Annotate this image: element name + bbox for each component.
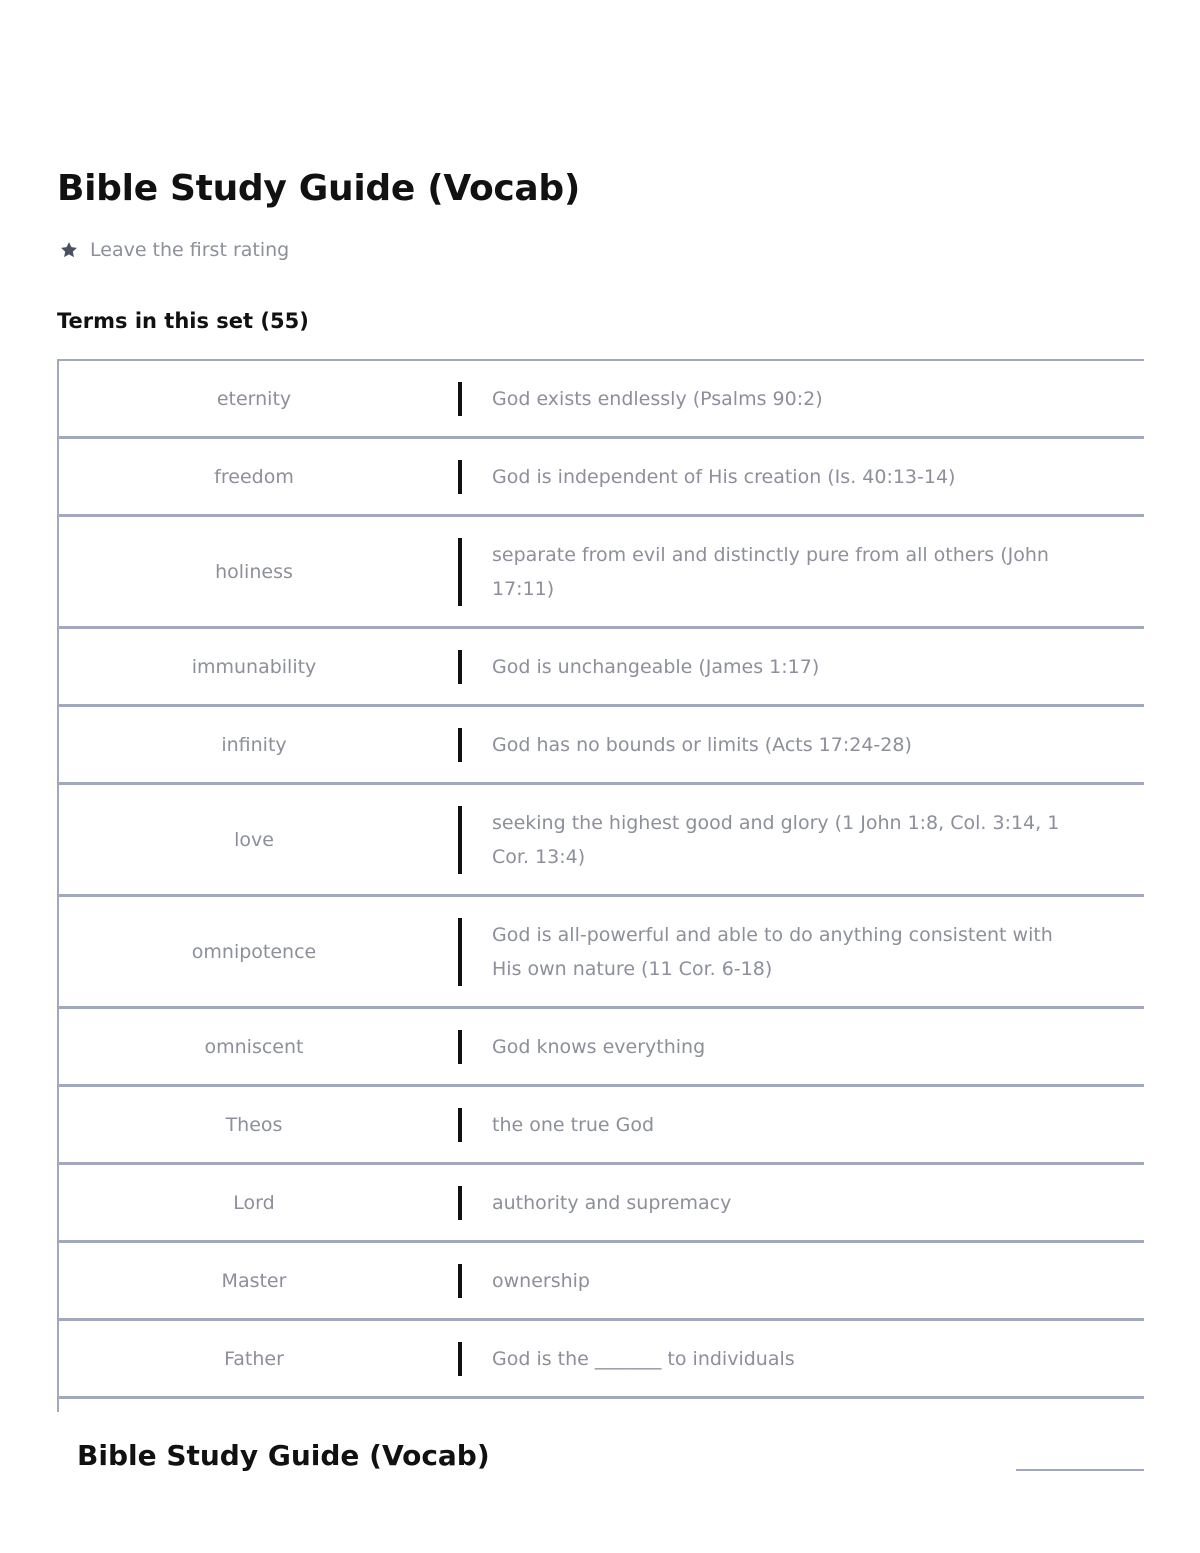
term-row-infinity	[59, 707, 1144, 785]
definition-text: God knows everything	[492, 1035, 706, 1058]
definition-text: God is the _______ to individuals	[492, 1347, 795, 1370]
term-divider	[458, 1030, 462, 1064]
term-divider	[458, 382, 462, 416]
term-row-holiness	[59, 517, 1144, 629]
term-text: Lord	[233, 1191, 275, 1214]
terms-heading: Terms in this set (55)	[57, 309, 309, 333]
term-divider	[458, 728, 462, 762]
term-text: freedom	[214, 465, 294, 488]
definition-text: God is unchangeable (James 1:17)	[492, 655, 820, 678]
definition-text: separate from evil and distinctly pure from all others (John 17:11)	[492, 543, 1049, 600]
term-row-lord	[59, 1165, 1144, 1243]
footer-title: Bible Study Guide (Vocab)	[77, 1439, 490, 1472]
rating-text[interactable]: Leave the first rating	[90, 239, 290, 261]
term-text: Theos	[225, 1113, 283, 1136]
term-divider	[458, 538, 462, 606]
star-icon	[59, 240, 79, 260]
term-divider	[458, 1264, 462, 1298]
definition-text: ownership	[492, 1269, 590, 1292]
term-text: Father	[224, 1347, 284, 1370]
definition-text: God exists endlessly (Psalms 90:2)	[492, 387, 823, 410]
term-divider	[458, 1108, 462, 1142]
term-row-father	[59, 1321, 1144, 1399]
page-title: Bible Study Guide (Vocab)	[57, 168, 581, 209]
definition-text: seeking the highest good and glory (1 John 1:8, Col. 3:14, 1 Cor. 13:4)	[492, 811, 1060, 868]
term-row-eternity	[59, 361, 1144, 439]
term-divider	[458, 1342, 462, 1376]
term-row-theos	[59, 1087, 1144, 1165]
definition-text: God has no bounds or limits (Acts 17:24-28)	[492, 733, 912, 756]
term-text: Master	[221, 1269, 287, 1292]
term-text: omniscent	[204, 1035, 304, 1058]
term-text: infinity	[221, 733, 287, 756]
term-divider	[458, 460, 462, 494]
term-divider	[458, 806, 462, 874]
term-text: omnipotence	[191, 940, 317, 963]
term-text: immunability	[191, 655, 317, 678]
term-divider	[458, 918, 462, 986]
definition-text: the one true God	[492, 1113, 655, 1136]
term-text: holiness	[215, 560, 293, 583]
definition-text: God is all-powerful and able to do anything consistent with His own nature (11 Cor. 6-18)	[492, 923, 1053, 980]
term-row-love	[59, 785, 1144, 897]
terms-table	[57, 359, 1144, 1412]
term-text: eternity	[216, 387, 292, 410]
rating-prompt[interactable]	[59, 236, 289, 264]
term-row-omniscent	[59, 1009, 1144, 1087]
term-row-omnipotence	[59, 897, 1144, 1009]
term-row-immunability	[59, 629, 1144, 707]
term-text: love	[234, 828, 274, 851]
term-divider	[458, 650, 462, 684]
definition-text: authority and supremacy	[492, 1191, 732, 1214]
term-row-freedom	[59, 439, 1144, 517]
footer-divider	[1016, 1469, 1144, 1471]
definition-text: God is independent of His creation (Is. 40:13-14)	[492, 465, 956, 488]
term-row-master	[59, 1243, 1144, 1321]
term-divider	[458, 1186, 462, 1220]
